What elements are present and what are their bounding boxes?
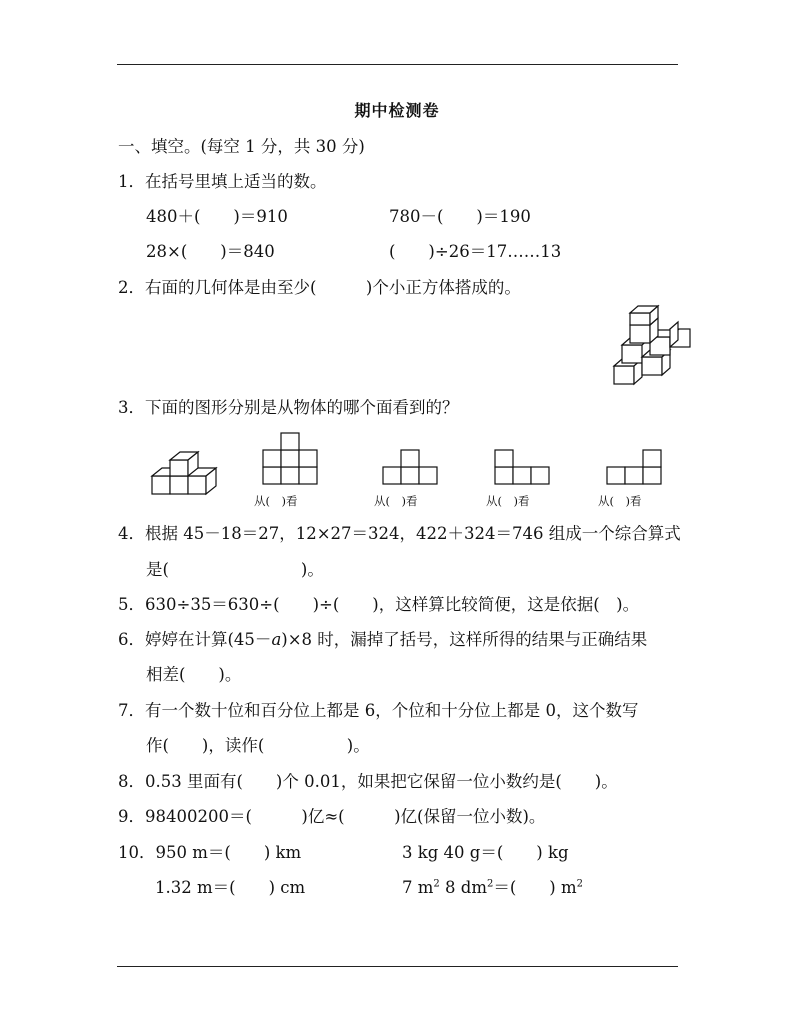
q10-item-a: 10．950 m＝( ) km (118, 843, 302, 862)
q2-stem: 2．右面的几何体是由至少( )个小正方体搭成的。 (118, 278, 521, 297)
q10-d-pre: 7 m (402, 878, 434, 897)
view-4-figure (606, 449, 662, 485)
q4-line2: 是( )。 (146, 560, 324, 579)
q10-item-c: 1.32 m＝( ) cm (155, 878, 306, 897)
q6-line2: 相差( )。 (146, 665, 242, 684)
solid-figure (150, 452, 245, 497)
q3-stem: 3．下面的图形分别是从物体的哪个面看到的？ (118, 398, 459, 417)
q1-item-a: 480＋( )＝910 (146, 207, 288, 226)
q6-line1-post: )×8 时，漏掉了括号，这样所得的结果与正确结果 (281, 630, 648, 649)
q6-line1 (118, 630, 647, 650)
q4-line1: 4．根据 45－18＝27，12×27＝324，422＋324＝746 组成一个综合算式 (118, 524, 681, 543)
q1-item-b: 780－( )＝190 (389, 207, 531, 226)
q1-stem: 1．在括号里填上适当的数。 (118, 172, 327, 191)
view-1-caption: 从( )看 (254, 494, 298, 508)
q10-item-d (402, 878, 583, 898)
q9-line1: 9．98400200＝( )亿≈( )亿(保留一位小数)。 (118, 807, 546, 826)
q10-d-mid: 8 dm (439, 878, 487, 897)
q8-line1: 8．0.53 里面有( )个 0.01，如果把它保留一位小数约是( )。 (118, 772, 618, 791)
q10-item-b: 3 kg 40 g＝( ) kg (402, 843, 569, 862)
q7-line2: 作( )，读作( )。 (146, 736, 370, 755)
q10-sup-1: 2 (433, 878, 440, 890)
q10-d-eq: ＝( ) m (493, 878, 577, 897)
view-3-caption: 从( )看 (486, 494, 530, 508)
view-1-figure (262, 430, 318, 485)
cube-stack-figure (612, 305, 692, 387)
q10-sup-2: 2 (486, 878, 494, 890)
section-heading: 一、填空。(每空 1 分，共 30 分) (118, 137, 365, 156)
q5-line1: 5．630÷35＝630÷( )÷( )，这样算比较简便，这是依据( )。 (118, 595, 640, 614)
q1-item-d: ( )÷26＝17……13 (389, 242, 562, 261)
view-4-caption: 从( )看 (598, 494, 642, 508)
top-rule (117, 64, 678, 65)
q7-line1: 7．有一个数十位和百分位上都是 6，个位和十分位上都是 0，这个数写 (118, 701, 639, 720)
page-title: 期中检测卷 (354, 101, 440, 120)
view-3-figure (494, 449, 550, 485)
q1-item-c: 28×( )＝840 (146, 242, 275, 261)
view-2-caption: 从( )看 (374, 494, 418, 508)
q6-variable: a (271, 630, 282, 649)
view-2-figure (382, 449, 438, 485)
q10-sup-3: 2 (576, 878, 583, 890)
bottom-rule (117, 966, 678, 967)
q6-line1-pre: 6．婷婷在计算(45－ (118, 630, 272, 649)
